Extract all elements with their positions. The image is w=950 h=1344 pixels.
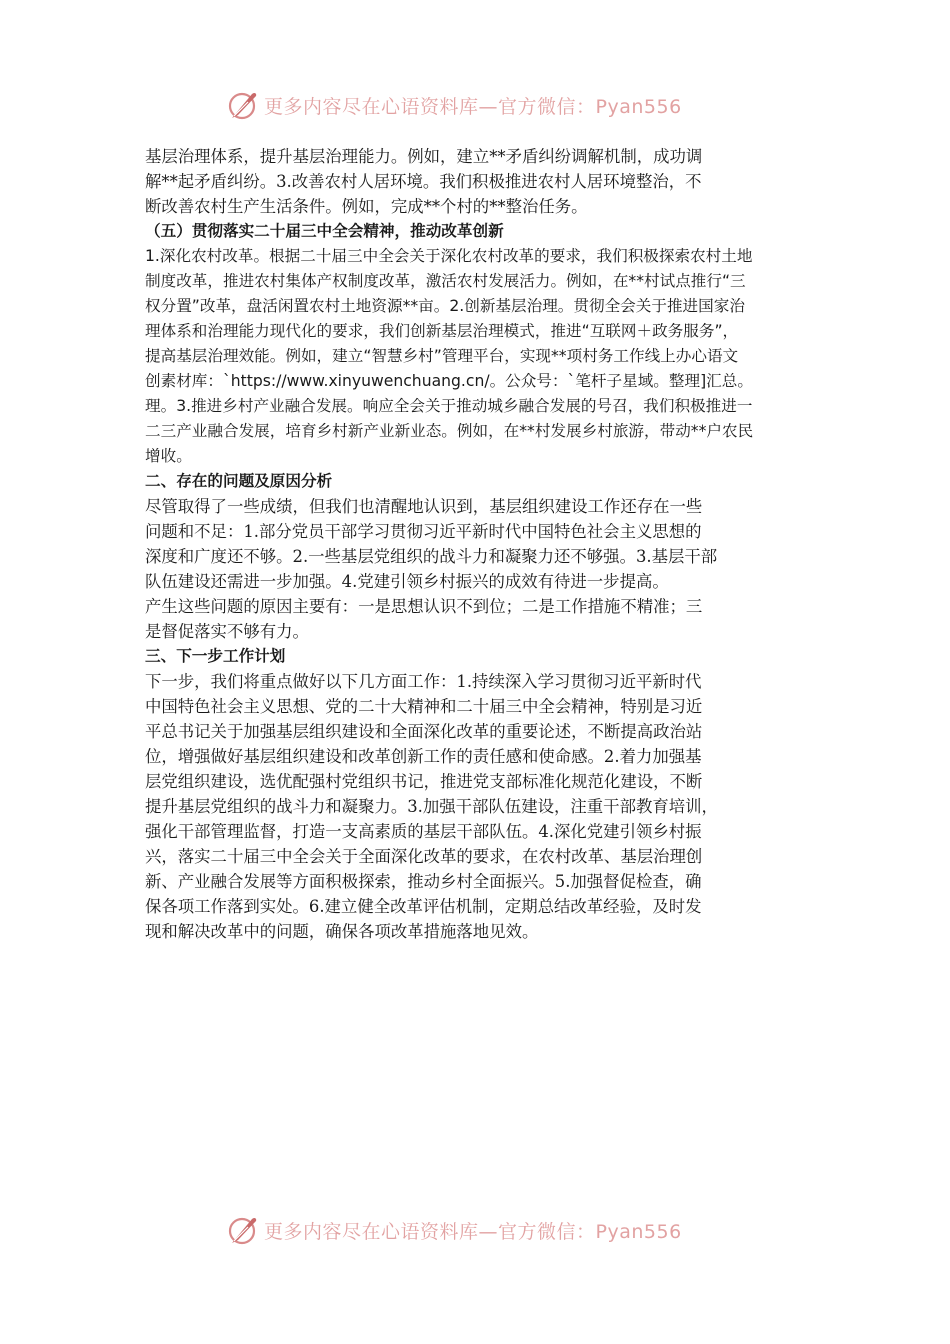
body-text-line: 兴，落实二十届三中全会关于全面深化改革的要求，在农村改革、基层治理创 [145, 847, 703, 866]
document-body [145, 144, 813, 944]
body-text-line: 理体系和治理能力现代化的要求，我们创新基层治理模式，推进“互联网＋政务服务”， [145, 322, 739, 340]
body-text-line: 强化干部管理监督，打造一支高素质的基层干部队伍。4.深化党建引领乡村振 [145, 822, 702, 841]
body-text-line: 创素材库：`https://www.xinyuwenchuang.cn/。公众号：`笔杆子星域。整理]汇总。 [145, 372, 753, 390]
body-text-line: 增收。 [145, 447, 192, 465]
body-text-line: 权分置”改革，盘活闲置农村土地资源**亩。2.创新基层治理。贯彻全会关于推进国家治 [145, 297, 745, 315]
body-text-line: 层党组织建设，选优配强村党组织书记，推进党支部标准化规范化建设，不断 [145, 772, 703, 791]
body-text-line: 提升基层党组织的战斗力和凝聚力。3.加强干部队伍建设，注重干部教育培训， [145, 797, 718, 816]
body-text-line: 现和解决改革中的问题，确保各项改革措施落地见效。 [145, 922, 539, 941]
body-text-line: 断改善农村生产生活条件。例如，完成**个村的**整治任务。 [145, 197, 588, 216]
section-heading: （五）贯彻落实二十届三中全会精神，推动改革创新 [145, 222, 504, 240]
section-heading: 三、下一步工作计划 [145, 647, 286, 665]
quill-logo-icon [226, 88, 260, 122]
body-text-line: 平总书记关于加强基层组织建设和全面深化改革的重要论述，不断提高政治站 [145, 722, 703, 741]
body-text-line: 提高基层治理效能。例如，建立“智慧乡村”管理平台，实现**项村务工作线上办心语文 [145, 347, 739, 365]
body-text-line: 1.深化农村改革。根据二十届三中全会关于深化农村改革的要求，我们积极探索农村土地 [145, 247, 753, 265]
footer-watermark [226, 1210, 726, 1250]
body-text-line: 下一步，我们将重点做好以下几方面工作：1.持续深入学习贯彻习近平新时代 [145, 672, 702, 691]
body-text-line: 中国特色社会主义思想、党的二十大精神和二十届三中全会精神，特别是习近 [145, 697, 703, 716]
quill-logo-icon [226, 1213, 260, 1247]
body-text-line: 问题和不足：1.部分党员干部学习贯彻习近平新时代中国特色社会主义思想的 [145, 522, 702, 541]
section-heading: 二、存在的问题及原因分析 [145, 472, 333, 490]
body-text-line: 深度和广度还不够。2.一些基层党组织的战斗力和凝聚力还不够强。3.基层干部 [145, 547, 718, 566]
body-text-line: 尽管取得了一些成绩，但我们也清醒地认识到，基层组织建设工作还存在一些 [145, 497, 703, 516]
body-text-line: 新、产业融合发展等方面积极探索，推动乡村全面振兴。5.加强督促检查，确 [145, 872, 702, 891]
header-watermark [226, 85, 726, 125]
watermark-text: 更多内容尽在心语资料库—官方微信：Pyan556 [264, 95, 682, 118]
body-text-line: 是督促落实不够有力。 [145, 622, 309, 641]
body-text-line: 保各项工作落到实处。6.建立健全改革评估机制，定期总结改革经验，及时发 [145, 897, 702, 916]
body-text-line: 位，增强做好基层组织建设和改革创新工作的责任感和使命感。2.着力加强基 [145, 747, 702, 766]
body-text-line: 基层治理体系，提升基层治理能力。例如，建立**矛盾纠纷调解机制，成功调 [145, 147, 703, 166]
body-text-line: 队伍建设还需进一步加强。4.党建引领乡村振兴的成效有待进一步提高。 [145, 572, 669, 591]
body-text-line: 理。3.推进乡村产业融合发展。响应全会关于推动城乡融合发展的号召，我们积极推进一 [145, 397, 753, 415]
body-text-line: 产生这些问题的原因主要有：一是思想认识不到位；二是工作措施不精准；三 [145, 597, 703, 616]
watermark-text: 更多内容尽在心语资料库—官方微信：Pyan556 [264, 1220, 682, 1243]
body-text-line: 解**起矛盾纠纷。3.改善农村人居环境。我们积极推进农村人居环境整治，不 [145, 172, 702, 191]
body-text-line: 制度改革，推进农村集体产权制度改革，激活农村发展活力。例如，在**村试点推行“三 [145, 272, 746, 290]
body-text-line: 二三产业融合发展，培育乡村新产业新业态。例如，在**村发展乡村旅游，带动**户农民 [145, 422, 754, 440]
